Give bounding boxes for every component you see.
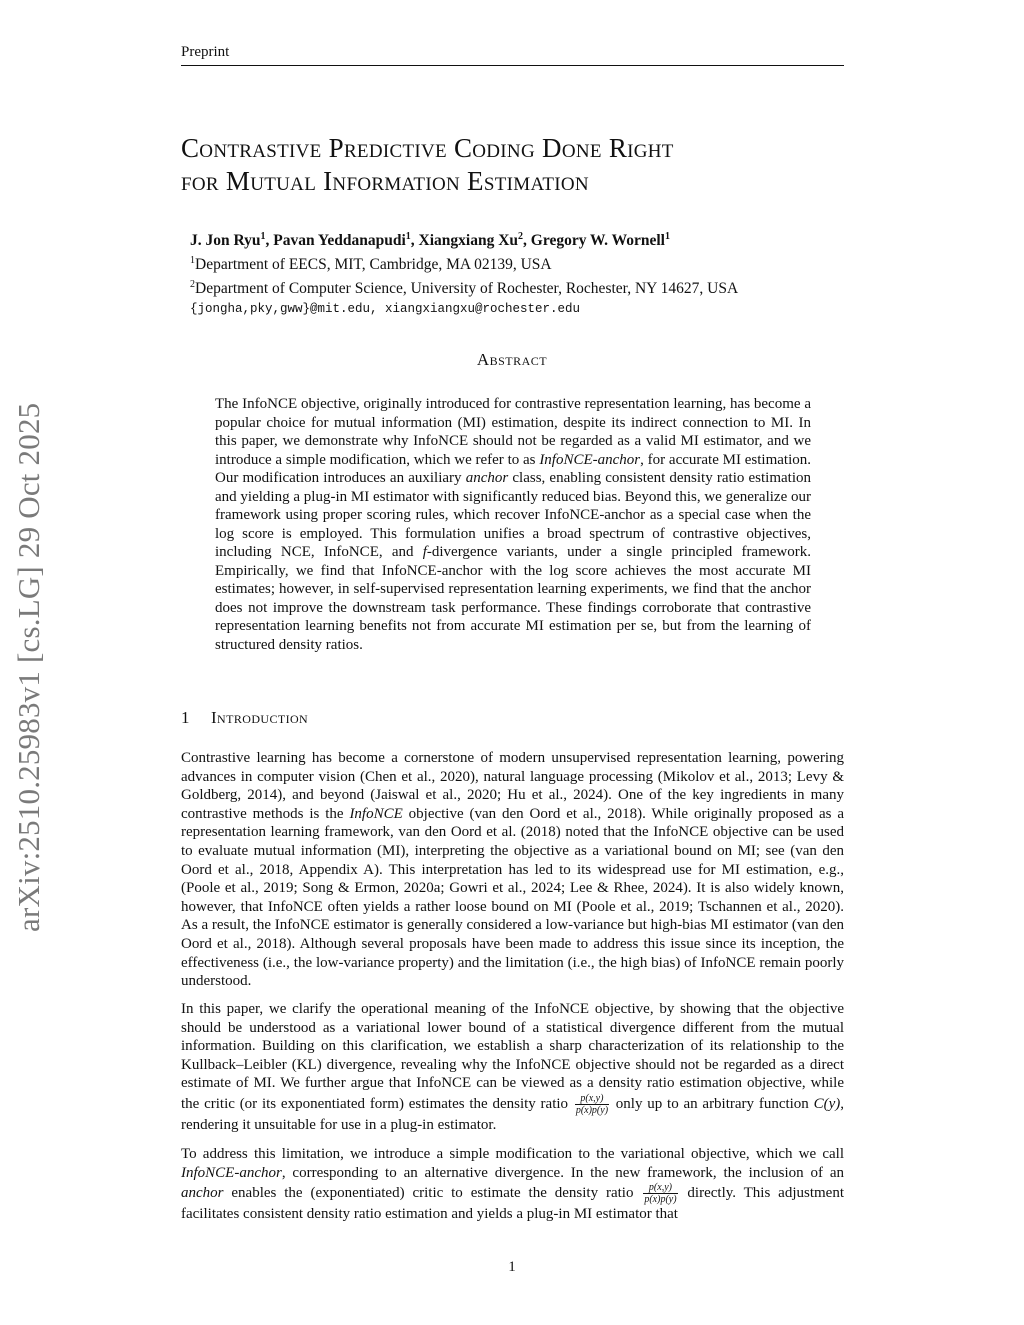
paragraph-term: InfoNCE-anchor xyxy=(181,1164,282,1181)
paragraph-term: InfoNCE xyxy=(349,805,403,822)
affiliation-text: Department of Computer Science, University of Rochester, Rochester, NY 14627, USA xyxy=(195,280,739,298)
author-name: J. Jon Ryu xyxy=(190,232,261,250)
paragraph-text: To address this limitation, we introduce a simple modification to the variational objective, which we call xyxy=(181,1146,844,1162)
paragraph-text: only up to an arbitrary function xyxy=(611,1095,814,1112)
fraction-denominator: p(x)p(y) xyxy=(575,1104,609,1116)
title-line-2: for Mutual Information Estimation xyxy=(181,166,589,196)
paragraph-text: In this paper, we clarify the operational meaning of the InfoNCE objective, by showing that the objective should be understood as a variational lower bound of a statistical divergence different from the mutual information. Building on this clarification, we establish a sharp characterization of its relationship to the Kullback–Leibler (KL) divergence, revealing why the InfoNCE objective should not be regarded as a direct estimate of MI. We further argue that InfoNCE can be viewed as a density ratio estimation objective, while the critic (or its exponentiated form) estimates the density ratio xyxy=(181,1001,844,1112)
author-name: Gregory W. Wornell xyxy=(530,232,665,250)
affiliation-number: 1 xyxy=(190,255,195,267)
fraction-numerator: p(x,y) xyxy=(575,1093,609,1105)
abstract-text xyxy=(215,395,811,654)
abstract-term: InfoNCE-anchor xyxy=(539,451,641,468)
running-header: Preprint xyxy=(181,44,230,60)
paragraph-text: , corresponding to an alternative divergence. In the new framework, the inclusion of an xyxy=(281,1164,844,1181)
paragraph-text: enables the (exponentiated) critic to estimate the density ratio xyxy=(223,1185,642,1202)
affiliation-text: Department of EECS, MIT, Cambridge, MA 02139, USA xyxy=(195,256,552,274)
abstract-text-part: The InfoNCE objective, originally introduced for contrastive representation learning, has become a popular choice for mutual information (MI) estimation, despite its indirect connection to MI. In this paper, we demonstrate why InfoNCE should not be regarded as a valid MI estimator, and we introduce a simple modification, which we refer to as xyxy=(215,396,811,468)
affiliation xyxy=(190,275,844,299)
intro-paragraph-2 xyxy=(181,1000,844,1135)
intro-paragraph-3 xyxy=(181,1145,844,1224)
section-title: Introduction xyxy=(211,708,309,727)
title-line-1: Contrastive Predictive Coding Done Right xyxy=(181,133,674,163)
affiliation-number: 2 xyxy=(190,279,195,291)
paragraph-text: Contrastive learning has become a cornerstone of modern unsupervised representation learning, powering advances in computer vision (Chen et al., 2020), natural language processing (Mikolov et al., 2013; Levy & Goldberg, 2014), and beyond (Jaiswal et al., 2020; Hu et al., 2024). One of the key ingredients in many contrastive methods is the xyxy=(181,750,844,822)
page-number: 1 xyxy=(508,1259,516,1275)
abstract-math-f: f xyxy=(422,544,427,560)
section-number: 1 xyxy=(181,708,190,727)
abstract-text-part: -divergence variants, under a single principled framework. Empirically, we find that InfoNCE-anchor with the log score achieves the most accurate MI estimates; however, in self-supervised representation learning experiments, we find that the anchor does not improve the downstream task performance. These findings corroborate that contrastive representation learning benefits not from accurate MI estimation per se, but from the learning of structured density ratios. xyxy=(215,544,811,653)
density-ratio-fraction xyxy=(643,1182,677,1205)
abstract-text-part: class, enabling consistent density ratio estimation and yielding a plug-in MI estimator with significantly reduced bias. Beyond this, we generalize our framework using proper scoring rules, which recover InfoNCE-anchor as a special case when the log score is employed. This formulation unifies a broad spectrum of contrastive objectives, including NCE, InfoNCE, and xyxy=(215,470,812,560)
abstract-term: anchor xyxy=(465,470,509,486)
intro-paragraph-1 xyxy=(181,749,844,991)
fraction-denominator: p(x)p(y) xyxy=(644,1194,677,1206)
abstract-heading: Abstract xyxy=(476,350,548,369)
author-name: Pavan Yeddanapudi xyxy=(273,232,406,250)
paragraph-term: anchor xyxy=(181,1185,224,1202)
author-affiliation-mark: 1 xyxy=(665,231,670,242)
header-rule xyxy=(181,65,844,66)
author-affiliation-mark: 1 xyxy=(405,231,411,242)
author-affiliation-mark: 2 xyxy=(518,231,524,242)
paper-title xyxy=(181,132,844,198)
author-name: Xiangxiang Xu xyxy=(418,232,519,250)
math-expression: C(y) xyxy=(813,1095,841,1112)
author-affiliation-mark: 1 xyxy=(260,231,266,242)
arxiv-stamp: arXiv:2510.25983v1 [cs.LG] 29 Oct 2025 xyxy=(11,402,46,933)
author-emails: {jongha,pky,gww}@mit.edu, xiangxiangxu@rochester.edu xyxy=(190,302,581,317)
abstract-text-part: , for accurate MI estimation. Our modification introduces an auxiliary xyxy=(215,451,812,486)
author-list: J. Jon Ryu$^1$, Pavan Yeddanapudi$^1$, Xiangxiang Xu$^2$, Gregory W. Wornell$^1$ xyxy=(190,231,670,250)
affiliation xyxy=(190,251,844,275)
paragraph-text: objective (van den Oord et al., 2018). While originally proposed as a representation learning framework, van den Oord et al. (2018) noted that the InfoNCE objective can be used to evaluate mutual information (MI), interpreting the objective as a variational bound on MI; see (van den Oord et al., 2018, Appendix A). This interpretation has led to its widespread use for MI estimation, e.g., (Poole et al., 2019; Song & Ermon, 2020a; Gowri et al., 2024; Lee & Rhee, 2024). It is also widely known, however, that InfoNCE often yields a rather loose bound on MI (Poole et al., 2019; Tschannen et al., 2020). As a result, the InfoNCE estimator is generally considered a low-variance but high-bias MI estimator (van den Oord et al., 2018). Although several proposals have been made to address this issue since its inception, the effectiveness (i.e., the low-variance property) and the limitation (i.e., the high bias) of InfoNCE remain poorly understood. xyxy=(181,805,845,990)
author-block xyxy=(190,227,844,319)
section-heading-introduction xyxy=(181,708,308,728)
paragraph-text: , rendering it unsuitable for use in a plug-in estimator. xyxy=(181,1095,844,1133)
density-ratio-fraction xyxy=(575,1093,609,1116)
fraction-numerator: p(x,y) xyxy=(643,1182,677,1194)
paragraph-text: directly. This adjustment facilitates consistent density ratio estimation and yields a plug-in MI estimator that xyxy=(181,1185,844,1223)
